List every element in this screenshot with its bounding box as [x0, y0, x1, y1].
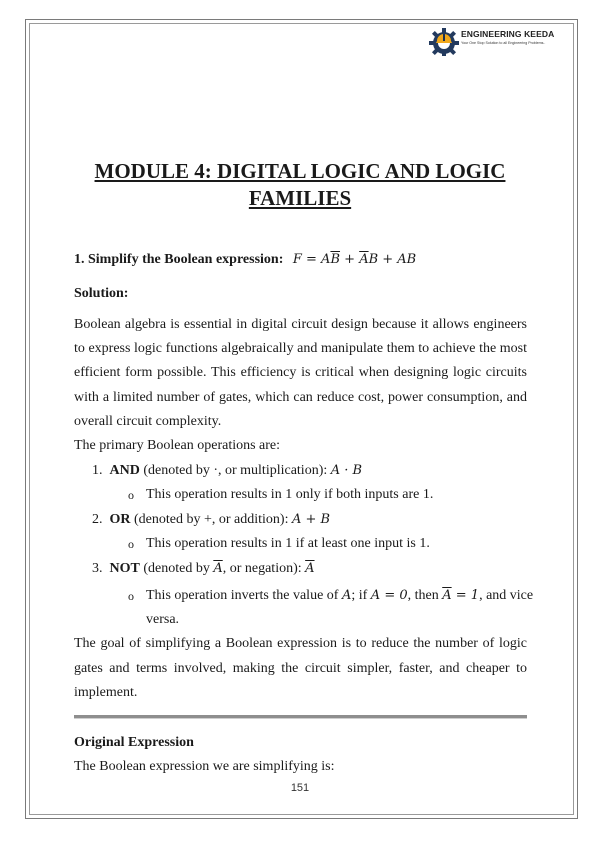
gear-helmet-icon — [428, 26, 460, 56]
goal-line-2: gates and terms involved, making the circuit simpler, faster, and cheaper to — [74, 661, 527, 676]
op-or: 2. OR (denoted by +, or addition): A + B — [92, 512, 331, 527]
page-number: 151 — [290, 782, 310, 794]
solution-label: Solution: — [74, 286, 129, 301]
original-expression-text: The Boolean expression we are simplifying is: — [74, 759, 335, 774]
bullet-circle-icon: o — [128, 488, 134, 502]
goal-line-3: implement. — [74, 685, 138, 700]
op-and-bullet: This operation results in 1 only if both inputs are 1. — [146, 487, 434, 502]
op-not-bullet: This operation inverts the value of A; if A = 0, then $\overline{A} = 1$, and vice — [146, 588, 534, 603]
intro-line-5: overall circuit complexity. — [74, 414, 222, 429]
section-divider — [74, 715, 527, 719]
goal-line-1: The goal of simplifying a Boolean expression is to reduce the number of logic — [74, 636, 527, 651]
question-label: 1. Simplify the Boolean expression: — [74, 252, 284, 267]
brand-name: ENGINEERING KEEDA — [461, 29, 555, 39]
op-not: 3. NOT (denoted by $\overline{A}$, or negation): $\overline{A}$ — [92, 561, 315, 576]
intro-line-3: efficient form possible. This efficiency is critical when designing logic circuits — [74, 365, 527, 380]
bullet-circle-icon: o — [128, 537, 134, 551]
intro-line-2: to express logic functions algebraically and manipulate them to achieve the most — [74, 341, 527, 356]
op-and: 1. AND (denoted by ·, or multiplication): A · B — [92, 463, 363, 478]
bullet-circle-icon: o — [128, 589, 134, 603]
module-title-line-2: FAMILIES — [248, 186, 352, 210]
intro-line-1: Boolean algebra is essential in digital circuit design because it allows engineers — [74, 317, 527, 332]
question-line — [74, 248, 416, 272]
operations-intro: The primary Boolean operations are: — [74, 438, 281, 453]
question-expression: $F = A\overline{B} + \overline{A}B$ + AB — [292, 252, 417, 267]
intro-line-4: with a limited number of gates, which can reduce cost, power consumption, and — [74, 390, 527, 405]
op-or-bullet: This operation results in 1 if at least one input is 1. — [146, 536, 430, 551]
brand-tagline: Your One Stop Solution to all Engineering Problems.. — [461, 41, 546, 45]
module-title-line-1: MODULE 4: DIGITAL LOGIC AND LOGIC — [94, 159, 506, 183]
op-not-bullet-cont: versa. — [146, 612, 180, 627]
engineering-keeda-logo — [428, 26, 573, 58]
original-expression-heading: Original Expression — [74, 735, 194, 750]
